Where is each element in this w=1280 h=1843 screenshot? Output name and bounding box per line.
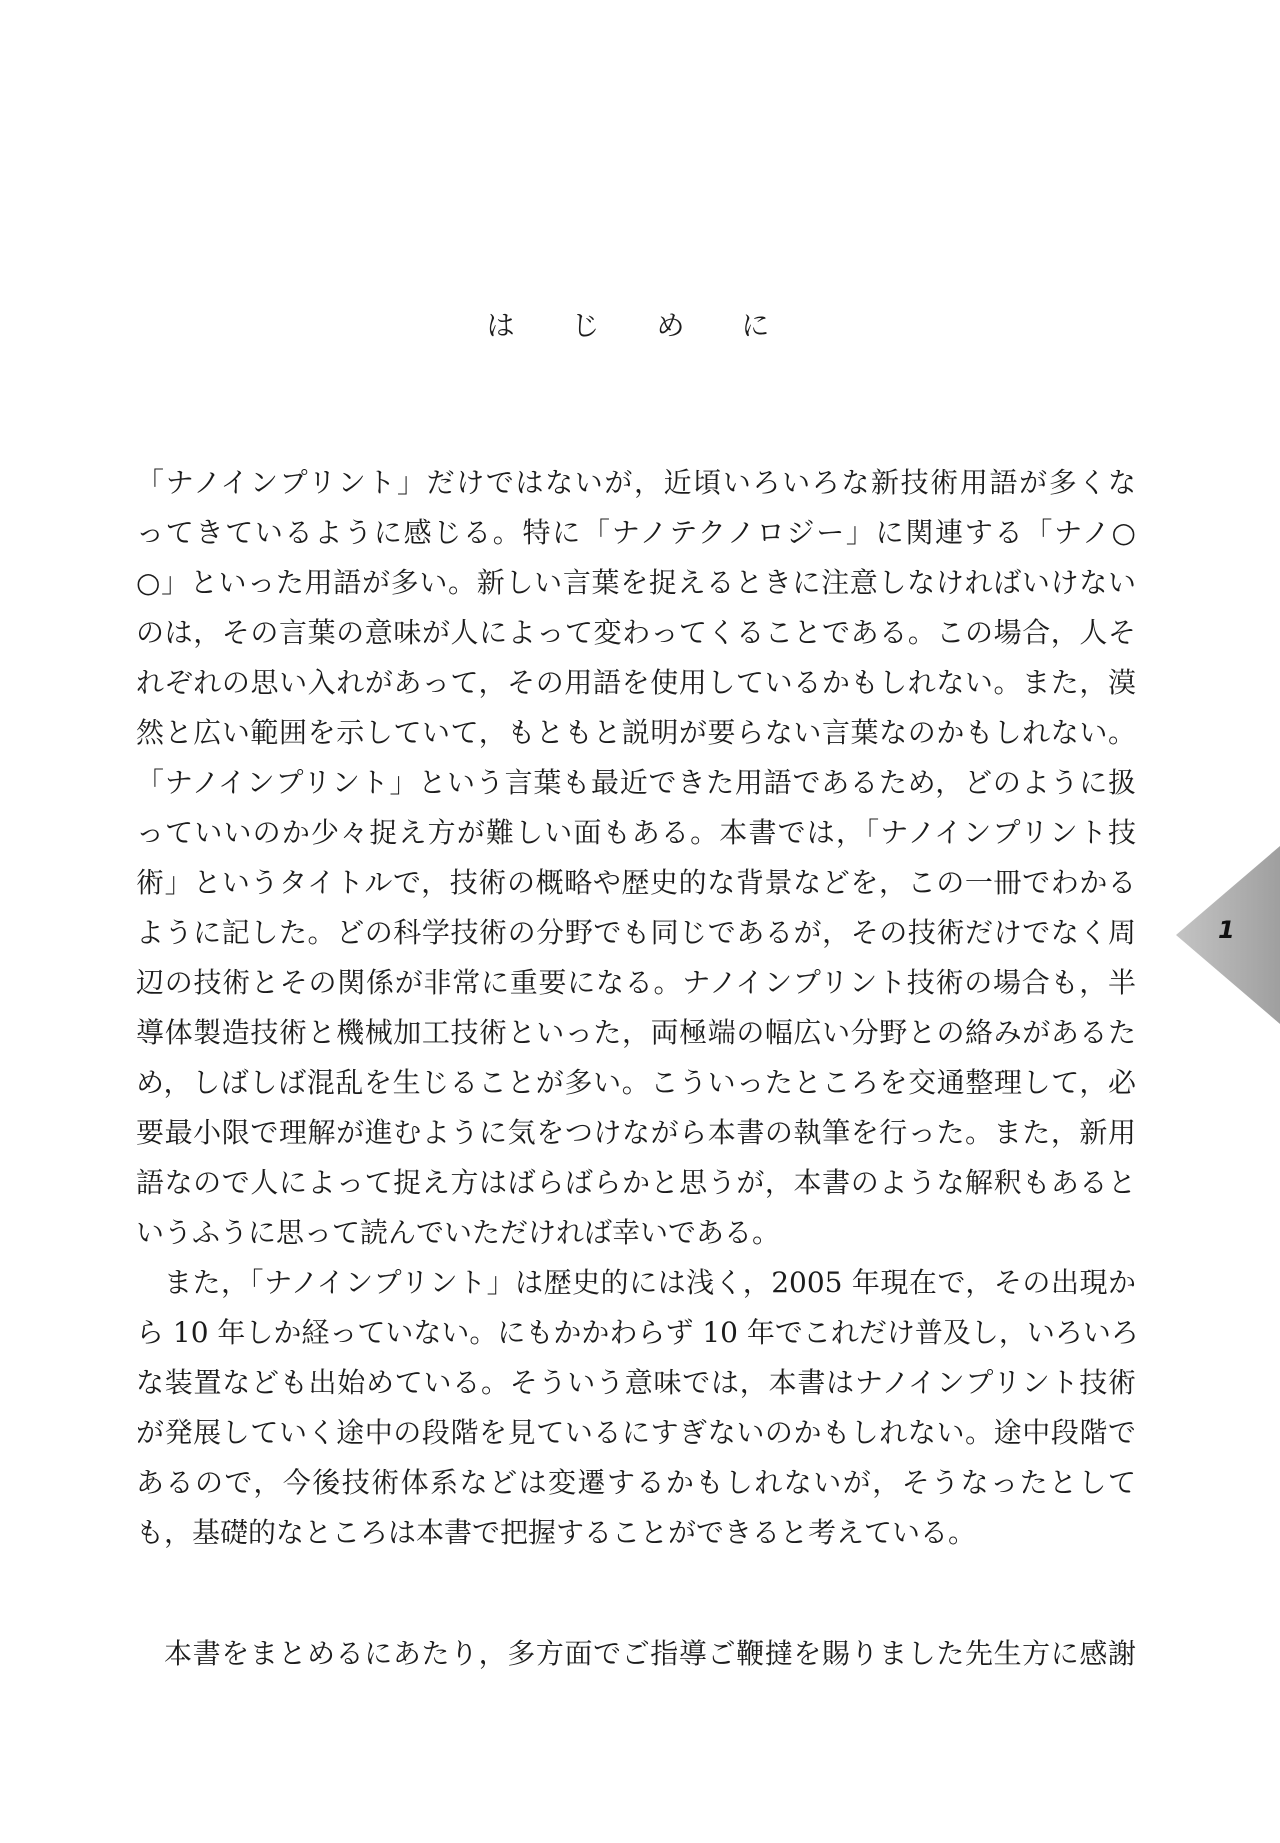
text-line: 導体製造技術と機械加工技術といった，両極端の幅広い分野との絡みがあるた bbox=[136, 1016, 1136, 1049]
text-line: のは，その言葉の意味が人によって変わってくることである。この場合，人そ bbox=[136, 616, 1136, 649]
text-line: が発展していく途中の段階を見ているにすぎないのかもしれない。途中段階で bbox=[136, 1416, 1136, 1449]
text-line: ○」といった用語が多い。新しい言葉を捉えるときに注意しなければいけない bbox=[136, 566, 1136, 599]
paragraph-gap bbox=[136, 1558, 1136, 1629]
paragraph bbox=[136, 1629, 1136, 1679]
text-line: れぞれの思い入れがあって，その用語を使用しているかもしれない。また，漠 bbox=[136, 666, 1136, 699]
text-line: 要最小限で理解が進むように気をつけながら本書の執筆を行った。また，新用 bbox=[136, 1116, 1136, 1149]
paragraph bbox=[136, 1258, 1139, 1558]
text-line: 術」というタイトルで，技術の概略や歴史的な背景などを，この一冊でわかる bbox=[136, 866, 1136, 899]
text-line: また，「ナノインプリント」は歴史的には浅く，2005 年現在で，その出現か bbox=[164, 1266, 1136, 1299]
text-line: 語なので人によって捉え方はばらばらかと思うが，本書のような解釈もあると bbox=[136, 1166, 1136, 1199]
chapter-number: 1 bbox=[1218, 916, 1235, 944]
text-line: いうふうに思って読んでいただければ幸いである。 bbox=[136, 1216, 781, 1249]
body-text bbox=[136, 458, 1139, 1679]
text-line: ってきているように感じる。特に「ナノテクノロジー」に関連する「ナノ○ bbox=[136, 516, 1136, 549]
text-line: 「ナノインプリント」という言葉も最近できた用語であるため，どのように扱 bbox=[136, 766, 1136, 799]
text-line: あるので，今後技術体系などは変遷するかもしれないが，そうなったとして bbox=[136, 1466, 1136, 1499]
paragraph bbox=[136, 458, 1136, 1258]
text-line: 「ナノインプリント」だけではないが，近頃いろいろな新技術用語が多くな bbox=[136, 466, 1136, 499]
text-line: も，基礎的なところは本書で把握することができると考えている。 bbox=[136, 1516, 977, 1549]
text-line: め，しばしば混乱を生じることが多い。こういったところを交通整理して，必 bbox=[136, 1066, 1136, 1099]
text-line: 然と広い範囲を示していて，もともと説明が要らない言葉なのかもしれない。 bbox=[136, 716, 1136, 749]
page-title: は じ め に bbox=[486, 309, 794, 342]
text-line: ように記した。どの科学技術の分野でも同じであるが，その技術だけでなく周 bbox=[136, 916, 1136, 949]
text-line: な装置なども出始めている。そういう意味では，本書はナノインプリント技術 bbox=[136, 1366, 1136, 1399]
text-line: 辺の技術とその関係が非常に重要になる。ナノインプリント技術の場合も，半 bbox=[136, 966, 1136, 999]
text-line: ら 10 年しか経っていない。にもかかわらず 10 年でこれだけ普及し，いろいろ bbox=[136, 1316, 1139, 1349]
text-line: っていいのか少々捉え方が難しい面もある。本書では，「ナノインプリント技 bbox=[136, 816, 1136, 849]
text-line: 本書をまとめるにあたり，多方面でご指導ご鞭撻を賜りました先生方に感謝 bbox=[164, 1637, 1136, 1670]
